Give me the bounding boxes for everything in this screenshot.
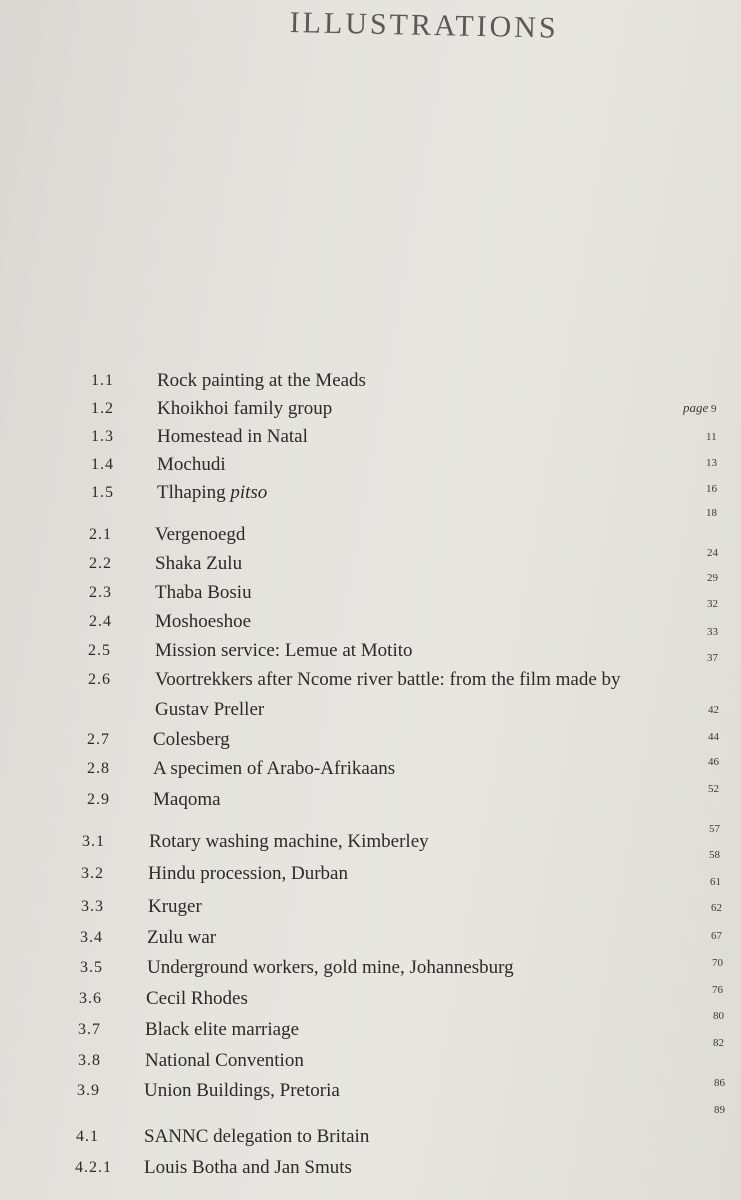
- page-number: 37: [707, 652, 718, 664]
- figure-number: 3.3: [81, 898, 104, 915]
- page-number: 18: [706, 507, 717, 519]
- page-number: 11: [706, 431, 717, 443]
- figure-number: 2.3: [89, 584, 112, 601]
- figure-caption: Khoikhoi family group: [157, 398, 333, 419]
- page-number: 44: [708, 731, 719, 743]
- figure-caption: Tlhaping pitso: [157, 482, 268, 503]
- figure-number: 2.6: [88, 671, 111, 688]
- figure-caption: Rock painting at the Meads: [157, 370, 366, 391]
- page-number: 58: [709, 849, 720, 861]
- page-number: 33: [707, 626, 718, 638]
- figure-caption: Shaka Zulu: [155, 553, 243, 574]
- page-number: 62: [711, 902, 722, 914]
- figure-caption: Maqoma: [153, 789, 221, 810]
- figure-number: 4.2.1: [75, 1159, 112, 1176]
- figure-number: 3.8: [78, 1052, 101, 1069]
- figure-caption: Cecil Rhodes: [146, 988, 248, 1009]
- figure-caption: Rotary washing machine, Kimberley: [149, 831, 429, 852]
- figure-caption-continued: Gustav Preller: [155, 699, 265, 720]
- figure-number: 1.2: [91, 400, 114, 417]
- page-number: 82: [713, 1037, 724, 1049]
- page-number: 29: [707, 572, 718, 584]
- page-number: 61: [710, 876, 721, 888]
- figure-number: 2.1: [89, 526, 112, 543]
- page-number: 42: [708, 704, 719, 716]
- figure-number: 2.9: [87, 791, 110, 808]
- page-number: 57: [709, 823, 720, 835]
- figure-caption: SANNC delegation to Britain: [144, 1126, 370, 1147]
- page-number: 89: [714, 1104, 725, 1116]
- figure-number: 3.2: [81, 865, 104, 882]
- figure-caption: Colesberg: [153, 729, 230, 750]
- figure-caption: Vergenoegd: [155, 524, 246, 545]
- page-number: 70: [712, 957, 723, 969]
- figure-number: 3.9: [77, 1082, 100, 1099]
- figure-caption: National Convention: [145, 1050, 304, 1071]
- figure-caption: Louis Botha and Jan Smuts: [144, 1157, 352, 1178]
- figure-caption: Zulu war: [147, 927, 217, 948]
- figure-number: 3.1: [82, 833, 105, 850]
- figure-number: 2.7: [87, 731, 110, 748]
- figure-number: 3.5: [80, 959, 103, 976]
- page-number: 24: [707, 547, 718, 559]
- figure-caption: Black elite marriage: [145, 1019, 300, 1040]
- figure-caption: A specimen of Arabo-Afrikaans: [153, 758, 396, 779]
- page-number: 32: [707, 598, 718, 610]
- figure-number: 1.1: [91, 372, 114, 389]
- figure-number: 3.7: [78, 1021, 101, 1038]
- figure-number: 3.6: [79, 990, 102, 1007]
- page-title: ILLUSTRATIONS: [289, 6, 559, 45]
- page-number: 86: [714, 1077, 725, 1089]
- figure-caption: Union Buildings, Pretoria: [144, 1080, 340, 1101]
- figure-number: 2.8: [87, 760, 110, 777]
- page-number: 46: [708, 756, 719, 768]
- figure-caption: Moshoeshoe: [155, 611, 252, 632]
- figure-caption: Voortrekkers after Ncome river battle: from the film made by: [155, 669, 621, 690]
- figure-caption: Thaba Bosiu: [155, 582, 252, 603]
- figure-number: 3.4: [80, 929, 103, 946]
- page-label: page: [683, 400, 709, 415]
- page-number: 76: [712, 984, 723, 996]
- page-number: 80: [713, 1010, 724, 1022]
- page-number: 13: [706, 457, 717, 469]
- figure-caption: Underground workers, gold mine, Johannesburg: [147, 957, 514, 978]
- figure-caption: Kruger: [148, 896, 202, 917]
- figure-number: 2.5: [88, 642, 111, 659]
- figure-caption: Homestead in Natal: [157, 426, 308, 447]
- figure-number: 1.3: [91, 428, 114, 445]
- page-number: 16: [706, 483, 717, 495]
- page-number: 67: [711, 930, 722, 942]
- figure-caption: Mission service: Lemue at Motito: [155, 640, 413, 661]
- figure-number: 4.1: [76, 1128, 99, 1145]
- figure-number: 2.4: [89, 613, 112, 630]
- figure-caption: Mochudi: [157, 454, 226, 475]
- figure-number: 1.4: [91, 456, 114, 473]
- page-number: 52: [708, 783, 719, 795]
- figure-number: 2.2: [89, 555, 112, 572]
- page-number: page 9: [683, 400, 717, 415]
- figure-number: 1.5: [91, 484, 114, 501]
- figure-caption: Hindu procession, Durban: [148, 863, 348, 884]
